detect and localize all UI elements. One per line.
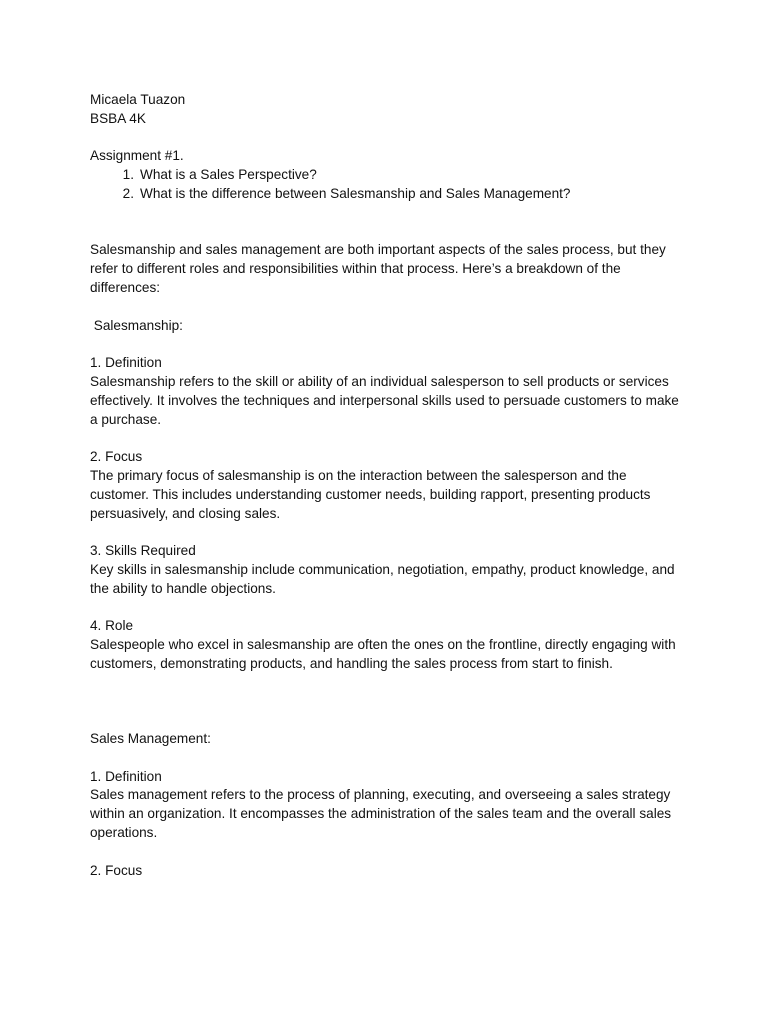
document-body: [90, 91, 680, 880]
list-item: [90, 185, 680, 204]
question-list: [90, 166, 680, 204]
author-name: Micaela Tuazon: [90, 92, 186, 107]
sales-management-definition-text: Sales management refers to the process of planning, executing, and overseeing a sales strategy within an organization. It encompasses the administration of the sales team and the overall sales operations.: [90, 787, 672, 841]
salesmanship-heading: Salesmanship:: [90, 317, 183, 333]
assignment-title: Assignment #1.: [90, 148, 184, 164]
salesmanship-skills-title: 3. Skills Required: [90, 543, 196, 559]
salesmanship-definition-title: 1. Definition: [90, 355, 162, 371]
sales-management-focus-title: 2. Focus: [90, 862, 143, 878]
sales-management-definition-title: 1. Definition: [90, 768, 162, 784]
question-text: What is a Sales Perspective?: [140, 167, 317, 183]
sales-management-heading: Sales Management:: [90, 731, 211, 747]
salesmanship-role-text: Salespeople who excel in salesmanship are often the ones on the frontline, directly engaging with customers, demonstrating products, and handling the sales process from start to finish.: [90, 637, 676, 671]
question-number: 2.: [122, 185, 134, 201]
course-section: BSBA 4K: [90, 110, 146, 126]
salesmanship-skills-text: Key skills in salesmanship include communication, negotiation, empathy, product knowledge, and the ability to handle objections.: [90, 561, 675, 596]
question-number: 1.: [122, 167, 134, 183]
intro-paragraph: Salesmanship and sales management are both important aspects of the sales process, but they refer to different roles and responsibilities within that process. Here’s a breakdown of the differences:: [90, 242, 666, 295]
salesmanship-definition-text: Salesmanship refers to the skill or ability of an individual salesperson to sell products or services effectively. It involves the techniques and interpersonal skills used to persuade customers to make a purchase.: [90, 373, 679, 427]
salesmanship-focus-title: 2. Focus: [90, 449, 143, 465]
question-text: What is the difference between Salesmanship and Sales Management?: [140, 185, 571, 201]
salesmanship-focus-text: The primary focus of salesmanship is on the interaction between the salesperson and the customer. This includes understanding customer needs, building rapport, presenting products persuasively, and closing sales.: [90, 467, 651, 521]
salesmanship-role-title: 4. Role: [90, 618, 134, 634]
list-item: [90, 166, 680, 185]
